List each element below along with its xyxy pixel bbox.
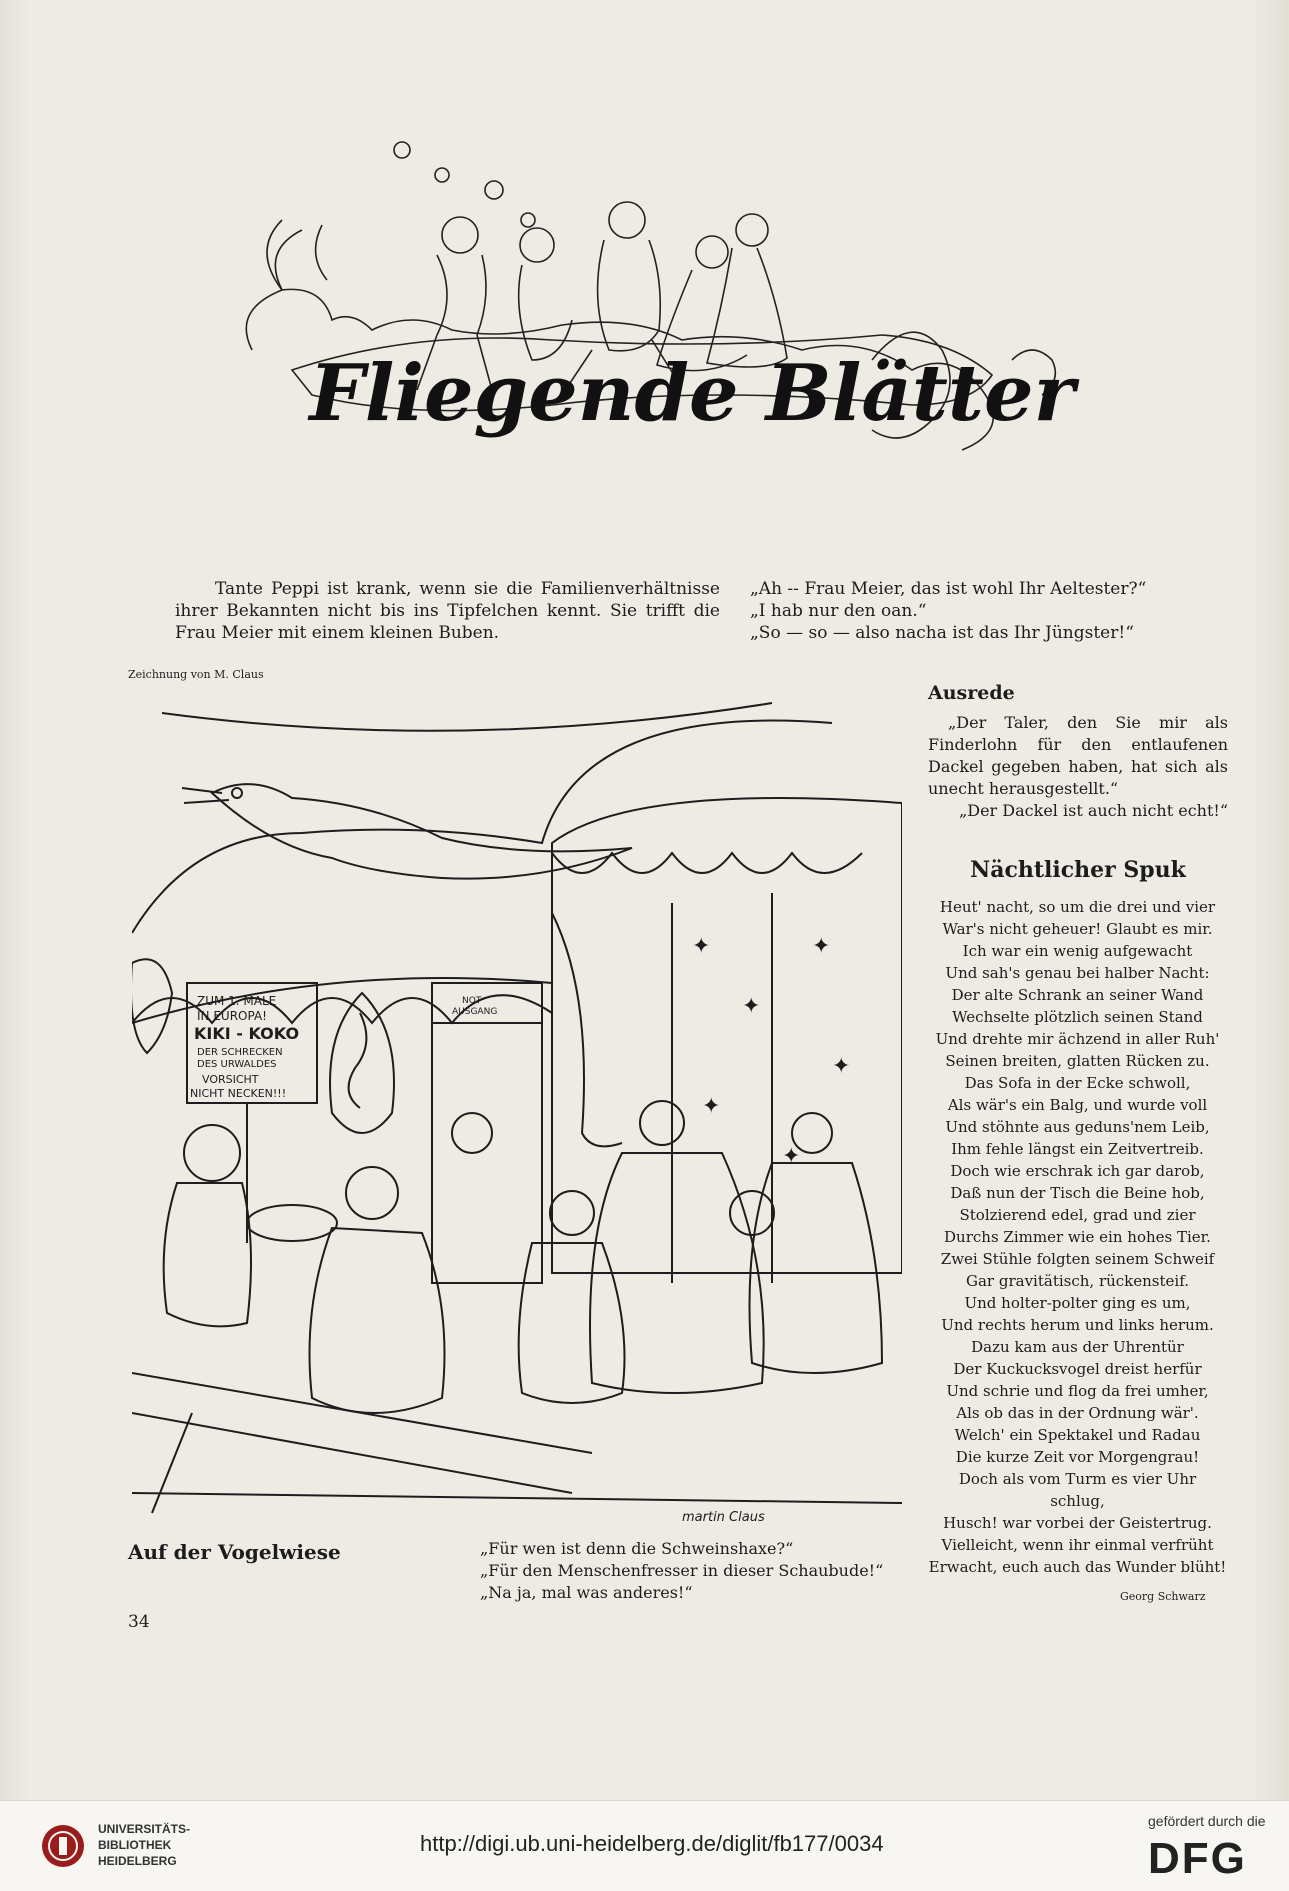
poem-line: Und sah's genau bei halber Nacht: xyxy=(945,964,1210,982)
poem-line: Als wär's ein Balg, und wurde voll xyxy=(947,1096,1208,1114)
caption-line: „Für den Menschenfresser in dieser Schaubude!“ xyxy=(480,1561,884,1580)
footer-bar xyxy=(0,1800,1289,1891)
poem-line: Und drehte mir ächzend in aller Ruh' xyxy=(935,1030,1220,1048)
poem-line: Wechselte plötzlich seinen Stand xyxy=(952,1008,1203,1026)
poem-line: Welch' ein Spektakel und Radau xyxy=(954,1426,1201,1444)
poem-line: Heut' nacht, so um die drei und vier xyxy=(939,898,1216,916)
sign-line: DES URWALDES xyxy=(197,1059,277,1070)
poem-line: Und holter-polter ging es um, xyxy=(964,1294,1191,1312)
poem-line: Das Sofa in der Ecke schwoll, xyxy=(964,1074,1191,1092)
library-name xyxy=(98,1821,190,1869)
poem-line: Zwei Stühle folgten seinem Schweif xyxy=(940,1250,1215,1268)
ausrede-paragraph: „Der Dackel ist auch nicht echt!“ xyxy=(958,801,1228,820)
intro-paragraph: Tante Peppi ist krank, wenn sie die Familienverhältnisse ihrer Bekannten nicht bis ins Tipfelchen kennt. Sie trifft die Frau Meier mit einem kleinen Buben. xyxy=(175,579,720,643)
permalink-url[interactable]: http://digi.ub.uni-heidelberg.de/diglit/fb177/0034 xyxy=(420,1831,884,1856)
poem-line: Und stöhnte aus geduns'nem Leib, xyxy=(945,1118,1210,1136)
poem-line: Vielleicht, wenn ihr einmal verfrüht xyxy=(941,1536,1214,1554)
sign-line: IN EUROPA! xyxy=(197,1009,267,1023)
poem-line: Ich war ein wenig aufgewacht xyxy=(962,942,1193,960)
artist-signature: martin Claus xyxy=(682,1510,765,1525)
library-name-line: BIBLIOTHEK xyxy=(98,1838,172,1852)
sign-line: KIKI - KOKO xyxy=(194,1024,300,1043)
sponsor-label: gefördert durch die xyxy=(1148,1813,1266,1829)
svg-text:✦: ✦ xyxy=(742,994,761,1019)
svg-text:✦: ✦ xyxy=(782,1144,801,1169)
svg-text:✦: ✦ xyxy=(812,934,831,959)
poem-line: Der alte Schrank an seiner Wand xyxy=(951,986,1204,1004)
masthead-illustration xyxy=(232,130,1132,500)
poem-line: Und schrie und flog da frei umher, xyxy=(946,1382,1209,1400)
poem-line: Gar gravitätisch, rückensteif. xyxy=(966,1272,1189,1290)
poem-line: Seinen breiten, glatten Rücken zu. xyxy=(945,1052,1210,1070)
poem-line: Husch! war vorbei der Geistertrug. xyxy=(943,1514,1212,1532)
exit-sign: AUSGANG xyxy=(452,1007,498,1017)
ausrede-title: Ausrede xyxy=(928,682,1015,704)
intro-line: „I hab nur den oan.“ xyxy=(750,601,927,621)
poem-line: Durchs Zimmer wie ein hohes Tier. xyxy=(944,1228,1211,1246)
drawing-credit: Zeichnung von M. Claus xyxy=(128,668,264,681)
caption-line: „Für wen ist denn die Schweinshaxe?“ xyxy=(480,1539,794,1558)
fairground-drawing xyxy=(132,693,902,1525)
library-name-line: UNIVERSITÄTS- xyxy=(98,1822,191,1836)
page-number: 34 xyxy=(128,1612,150,1632)
poem xyxy=(920,896,1235,1578)
poem-line: Doch als vom Turm es vier Uhr xyxy=(958,1470,1197,1488)
poem-line: Doch wie erschrak ich gar darob, xyxy=(950,1162,1205,1180)
poem-line: schlug, xyxy=(1050,1492,1105,1510)
poem-line: Und rechts herum und links herum. xyxy=(941,1316,1214,1334)
poem-line: Als ob das in der Ordnung wär'. xyxy=(956,1404,1199,1422)
svg-text:✦: ✦ xyxy=(832,1054,851,1079)
sign-line: NICHT NECKEN!!! xyxy=(190,1087,287,1100)
dfg-logo: DFG xyxy=(1148,1834,1247,1883)
drawing-caption-title: Auf der Vogelwiese xyxy=(128,1540,341,1564)
sign-line: VORSICHT xyxy=(202,1073,259,1086)
poem-line: Der Kuckucksvogel dreist herfür xyxy=(953,1360,1202,1378)
poem-title: Nächtlicher Spuk xyxy=(970,857,1186,883)
svg-text:✦: ✦ xyxy=(702,1094,721,1119)
svg-text:✦: ✦ xyxy=(692,934,711,959)
poem-line: Stolzierend edel, grad und zier xyxy=(959,1206,1196,1224)
university-seal-icon xyxy=(40,1823,86,1869)
poem-line: Erwacht, euch auch das Wunder blüht! xyxy=(928,1558,1227,1576)
drawing-caption-dialogue xyxy=(480,1538,940,1604)
poem-line: War's nicht geheuer! Glaubt es mir. xyxy=(942,920,1213,938)
poem-author: Georg Schwarz xyxy=(1120,1590,1206,1603)
intro-dialogue xyxy=(750,578,1210,644)
masthead-title: Fliegende Blätter xyxy=(309,348,1075,439)
library-name-line: HEIDELBERG xyxy=(98,1854,177,1868)
sign-line: ZUM 1. MALE xyxy=(197,994,277,1008)
ausrede-paragraph: „Der Taler, den Sie mir als Finderlohn für den entlaufenen Dackel gegeben haben, hat sich als unecht herausgestellt.“ xyxy=(928,713,1228,798)
poem-line: Ihm fehle längst ein Zeitvertreib. xyxy=(951,1140,1204,1158)
poem-line: Dazu kam aus der Uhrentür xyxy=(971,1338,1184,1356)
poem-line: Daß nun der Tisch die Beine hob, xyxy=(950,1184,1205,1202)
ausrede-text xyxy=(928,712,1228,822)
sign-line: DER SCHRECKEN xyxy=(197,1047,283,1058)
caption-line: „Na ja, mal was anderes!“ xyxy=(480,1583,693,1602)
intro-line: „So — so — also nacha ist das Ihr Jüngster!“ xyxy=(750,623,1134,643)
intro-line: „Ah -- Frau Meier, das ist wohl Ihr Aeltester?“ xyxy=(750,579,1147,599)
poem-line: Die kurze Zeit vor Morgengrau! xyxy=(955,1448,1200,1466)
exit-sign: NOT xyxy=(462,996,482,1006)
